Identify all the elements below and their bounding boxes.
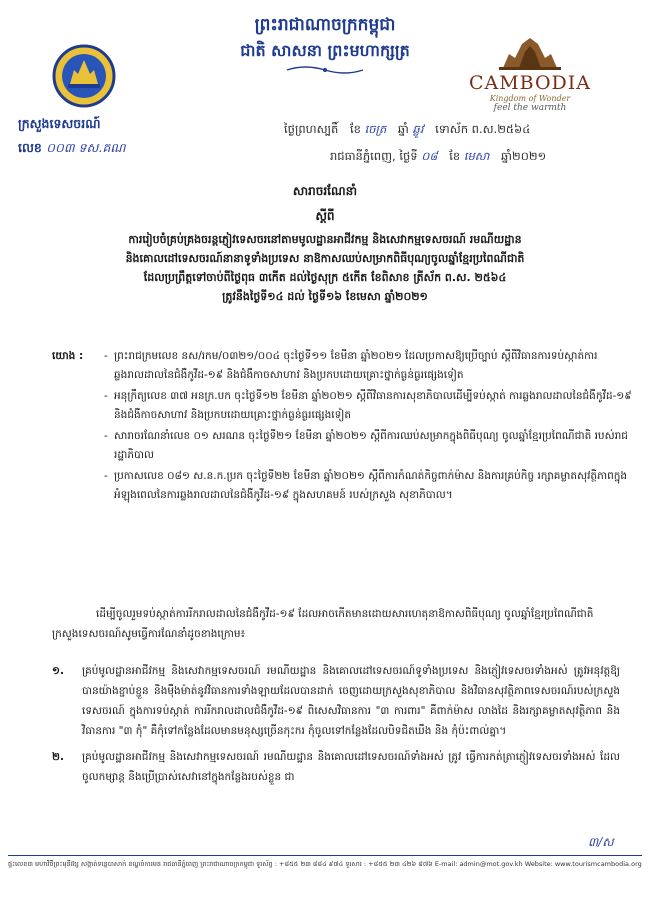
reference-value: ០០៣ ទស.គណ	[46, 140, 126, 155]
reference-item: - សារាចរណែនាំលេខ ០១ សរណន ចុះថ្ងៃទី២១ ខែមីនា ឆ្នាំ២០២១ ស្តីពីការឈប់សម្រាកក្នុងពិធីបុណ្យ ចូលឆ្នាំខ្មែរប្រពៃណីជាតិ របស់រាជរដ្ឋាភិបាល	[104, 427, 632, 465]
lunar-date-month: ចេត្រ	[364, 122, 387, 136]
solar-date	[330, 149, 546, 166]
guidance-item	[52, 747, 620, 787]
subject-line: ដែលប្រព្រឹត្តទៅចាប់ពីថ្ងៃពុធ ៣កើត ដល់ថ្ងៃសុក្រ ៥កើត ខែពិសាខ ត្រីស័ក ព.ស. ២៥៦៤	[143, 271, 507, 284]
solar-date-day: ០៨	[421, 149, 438, 163]
solar-date-prefix: រាជធានីភ្នំពេញ, ថ្ងៃទី	[330, 149, 418, 163]
document-subject	[40, 230, 610, 306]
footer-divider	[8, 855, 642, 856]
intro-paragraph: ដើម្បីចូលរួមទប់ស្កាត់ការរីករាលដាលនៃជំងឺកូវីដ-១៩ ដែលអាចកើតមានដោយសារហេតុនាឱកាសពិធីបុណ្យ ចូលឆ្នាំខ្មែរប្រពៃណីជាតិ ក្រសួងទេសចរណ៍សូមធ្វើការណែនាំដូចខាងក្រោម៖	[52, 608, 594, 640]
reference-number	[18, 140, 126, 159]
references-label: យោង :	[52, 350, 84, 362]
lunar-date-year: ឆ្លូវ	[412, 122, 424, 136]
subject-line: និងគោលដៅទេសចរណ៍នានាទូទាំងប្រទេស នាឱកាសឈប់សម្រាកពិធីបុណ្យចូលឆ្នាំខ្មែរប្រពៃណីជាតិ	[125, 252, 525, 265]
national-motto: ជាតិ សាសនា ព្រះមហាក្សត្រ	[240, 41, 410, 60]
guidance-item-number: ២.	[52, 751, 64, 763]
angkor-temple-icon	[495, 36, 565, 70]
lunar-date-prefix: ថ្ងៃព្រហស្បតិ៍	[284, 122, 339, 136]
cambodia-tourism-logo	[460, 36, 600, 126]
logo-subtitle: Kingdom of Wonder	[489, 94, 571, 103]
references-section	[52, 347, 632, 507]
references-list	[52, 347, 632, 505]
guidance-item-text: គ្រប់មូលដ្ឋានអាជីវកម្ម និងសេវាកម្មទេសចរណ៍ រមណីយដ្ឋាន និងគោលដៅទេសចរណ៍ទូទាំងប្រទេស និងភ្ញៀវទេសចរទាំងអស់ ត្រូវអនុវត្តឱ្យបានយ៉ាងខ្ជាប់ខ្ជួន និងម៉ឺងម៉ាត់នូវវិធានការទាំងឡាយដែលបានដាក់ ចេញដោយក្រសួងសុខាភិបាល និងវិធានសុវត្ថិភាពទេសចរណ៍របស់ក្រសួងទេសចរណ៍ ក្នុងការទប់ស្កាត់ ការរីករាលដាលជំងឺកូវីដ-១៩ ពិសេសវិធានការ "៣ ការពារ" គឺពាក់ម៉ាស លាងដៃ និងរក្សាគម្លាតសុវត្ថិភាព និងវិធានការ "៣ កុំ" គឺកុំទៅកន្លែងដែលមានមនុស្សច្រើនកុះករ កុំចូលទៅកន្លែងដែលបិទជិតឃឹង និង កុំប៉ះពាល់គ្នា។	[82, 665, 620, 737]
footer-contact: ផ្ទះលេខ៣ មហាវិថីព្រះមុនីវង្ស សង្កាត់ទន្លេបាសាក់ ខណ្ឌចំការមន រាជធានីភ្នំពេញ ព្រះរាជាណាចក្រកម្ពុជា ទូរស័ព្ទ : +៨៥៥ ២៣ ៨៨៤ ៩៧៤ ទូរសារ : +៨៥៥ ២៣ ៤២៦ ៨៧៦ E-mail: admin@mot.gov.kh Website: www.tourismcambodia.org	[8, 860, 642, 868]
guidance-list	[52, 661, 620, 793]
solar-date-month: មេសា	[463, 149, 490, 163]
lunar-date	[284, 122, 530, 139]
subject-line: ត្រូវនឹងថ្ងៃទី១៤ ដល់ ថ្ងៃទី១៦ ខែមេសា ឆ្នាំ២០២១	[222, 290, 428, 303]
guidance-item-text: គ្រប់មូលដ្ឋានអាជីវកម្ម និងសេវាកម្មទេសចរណ៍ រមណីយដ្ឋាន និងគោលដៅទេសចរណ៍ទាំងអស់ ត្រូវ ធ្វើការកត់ត្រាភ្ញៀវទេសចរទាំងអស់ ដែលចូលកម្សាន្ត និងប្រើប្រាស់សេវានៅក្នុងកន្លែងរបស់ខ្លួន ជា	[82, 751, 620, 783]
solar-date-month-label: ខែ	[449, 149, 461, 163]
logo-tagline: feel the warmth	[493, 103, 567, 113]
logo-wordmark: CAMBODIA	[468, 72, 592, 94]
subject-line: ការរៀបចំគ្រប់គ្រងចរន្តភ្ញៀវទេសចរនៅតាមមូលដ្ឋានអាជីវកម្ម និងសេវាកម្មទេសចរណ៍ រមណីយដ្ឋាន	[128, 233, 522, 246]
lunar-date-suffix: ទោស័ក ព.ស.២៥៦៤	[435, 122, 531, 136]
guidance-item	[52, 661, 620, 741]
ornament-divider-icon	[285, 64, 365, 76]
guidance-item-number: ១.	[52, 665, 64, 677]
about-label: ស្តីពី	[315, 209, 335, 223]
reference-label: លេខ	[18, 140, 42, 155]
reference-item: - ព្រះរាជក្រមលេខ នស/រកម/០៣២១/០០៤ ចុះថ្ងៃទី១១ ខែមីនា ឆ្នាំ២០២១ ដែលប្រកាសឱ្យប្រើច្បាប់ ស្តីពីវិធានការទប់ស្កាត់ការឆ្លងរាលដាលនៃជំងឺកូវីដ-១៩ និងជំងឺកាចសាហាវ និងប្រកបដោយគ្រោះថ្នាក់ធ្ងន់ធ្ងរផ្សេងទៀត	[104, 347, 632, 385]
kingdom-heading: ព្រះរាជាណាចក្រកម្ពុជា	[254, 15, 396, 35]
ministry-seal-icon	[52, 44, 116, 108]
document-type: សារាចរណែនាំ	[292, 184, 358, 198]
reference-item: - អនុក្រឹត្យលេខ ៣៧ អនក្រ.បក ចុះថ្ងៃទី១២ ខែមីនា ឆ្នាំ២០២១ ស្តីពីវិធានការសុខាភិបាលដើម្បីទប់ស្កាត់ ការឆ្លងរាលដាលនៃជំងឺកូវីដ-១៩ និងជំងឺកាចសាហាវ និងប្រកបដោយគ្រោះថ្នាក់ធ្ងន់ធ្ងរផ្សេងទៀត	[104, 387, 632, 425]
ministry-name: ក្រសួងទេសចរណ៍	[18, 116, 101, 131]
lunar-date-year-label: ឆ្នាំ	[397, 122, 409, 136]
reference-item: - ប្រកាសលេខ ០៨១ ស.ន.ក.ប្រក ចុះថ្ងៃទី២២ ខែមីនា ឆ្នាំ២០២១ ស្តីពីការកំណត់កិច្ចពាក់ម៉ាស និងការគ្រប់កិច្ច រក្សាគម្លាតសុវត្ថិភាពក្នុងអំឡុងពេលនៃការឆ្លងរាលដាលនៃជំងឺកូវីដ-១៩ ក្នុងសហគមន៍ របស់ក្រសួង សុខាភិបាល។	[104, 467, 632, 505]
lunar-date-month-label: ខែ	[349, 122, 361, 136]
page-number: ៣/ស	[588, 835, 614, 849]
solar-date-year: ឆ្នាំ២០២១	[501, 149, 547, 163]
